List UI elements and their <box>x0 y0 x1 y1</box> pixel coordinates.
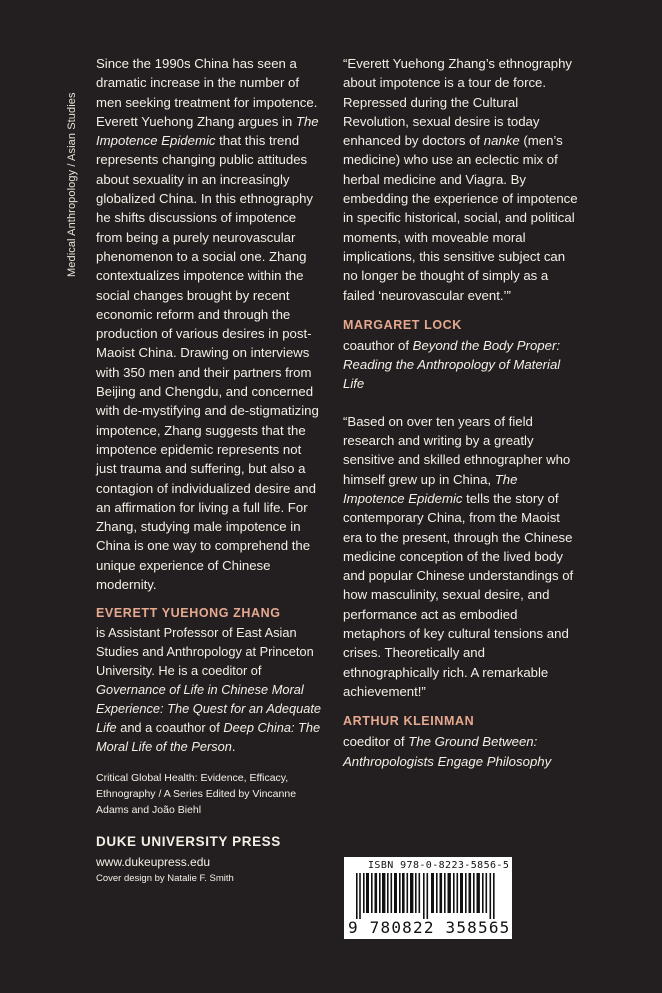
author-bio-part-1: is Assistant Professor of East Asian Studies and Anthropology at Princeton University. He is a coeditor of <box>96 625 314 679</box>
blurb-1-book: Beyond the Body Proper: Reading the Anthropology of Material Life <box>343 337 561 392</box>
isbn-label: ISBN 978-0-8223-5856-5 <box>368 860 510 871</box>
spine-category-text: Medical Anthropology / Asian Studies <box>66 92 78 277</box>
author-book-1: Governance of Life in Chinese Moral Experience: The Quest for an Adequate Life <box>96 682 322 736</box>
left-column <box>96 54 324 884</box>
isbn-barcode <box>344 857 512 939</box>
blurb-1 <box>343 54 579 305</box>
description-part-1: Since the 1990s China has seen a dramatic increase in the number of men seeking treatment for impotence. Everett Yuehong Zhang argues in <box>96 56 318 129</box>
ean-number: 9 780822 358565 <box>348 918 511 937</box>
author-book-2: Deep China: The Moral Life of the Person <box>96 720 321 755</box>
blurb-1-role: coauthor of <box>343 337 413 353</box>
blurb-2-book-title: The Impotence Epidemic <box>343 471 518 506</box>
blurb-2-book: The Ground Between: Anthropologists Engage Philosophy <box>343 734 552 769</box>
blurb-1-credit <box>343 336 579 394</box>
blurb-1-part-2: (men’s medicine) who use an eclectic mix of herbal medicine and Viagra. By embedding the experience of impotence in specific historical, social, and political moments, with moveable moral implications, this sensitive subject can no longer be thought of simply as a failed ‘neurovascular event.’” <box>343 133 578 303</box>
author-bio-part-2: and a coauthor of <box>116 720 224 736</box>
book-description <box>96 54 324 594</box>
blurb-2-part-1: “Based on over ten years of field research and writing by a greatly sensitive and skilled ethnographer who himself grew up in China, <box>343 413 571 487</box>
blurb-1-part-1: “Everett Yuehong Zhang’s ethnography about impotence is a tour de force. Repressed during the Cultural Revolution, sexual desire is today enhanced by doctors of <box>343 56 572 149</box>
blurb-1-author: MARGARET LOCK <box>343 317 462 332</box>
cover-credit: Cover design by Natalie F. Smith <box>96 873 234 885</box>
author-name: EVERETT YUEHONG ZHANG <box>96 606 281 621</box>
description-part-2: that this trend represents changing public attitudes about sexuality in an increasingly globalized China. In this ethnography he shifts discussions of impotence from being a purely neurovascular phenomenon to a social one. Zhang contextualizes impotence within the social changes brought by recent economic reform and through the production of various desires in post-Maoist China. Drawing on interviews with 350 men and their partners from Beijing and Chengdu, and concerned with de-mystifying and de-stigmatizing impotence, Zhang suggests that the impotence epidemic represents not just trauma and suffering, but also a contagion of individualized desire and an affirmation for living a full life. For Zhang, studying male impotence in China is one way to comprehend the unique experience of Chinese modernity. <box>96 133 319 593</box>
blurb-2-credit <box>343 732 579 771</box>
blurb-2-role: coeditor of <box>343 734 409 750</box>
blurb-2 <box>343 412 579 701</box>
barcode-icon <box>356 873 500 919</box>
publisher-name: DUKE UNIVERSITY PRESS <box>96 834 281 850</box>
blurb-2-part-2: tells the story of contemporary China, from the Maoist era to the present, through the Chinese medicine conception of the lived body and popular Chinese understandings of how masculinity, sexual desire, and performance act as embodied metaphors of key cultural tensions and crises. Theoretically and ethnographically rich. A remarkable achievement!” <box>343 490 574 699</box>
publisher-url: www.dukeupress.edu <box>96 855 211 870</box>
series-info: Critical Global Health: Evidence, Efficacy, Ethnography / A Series Edited by Vincanne Adams and João Biehl <box>96 772 297 817</box>
author-bio <box>96 623 324 756</box>
author-bio-part-3: . <box>231 739 236 755</box>
blurb-1-term: nanke <box>483 133 520 149</box>
description-book-title: The Impotence Epidemic <box>96 113 319 149</box>
blurb-2-author: ARTHUR KLEINMAN <box>343 714 475 729</box>
spine-category <box>66 52 80 282</box>
right-column <box>343 54 579 771</box>
